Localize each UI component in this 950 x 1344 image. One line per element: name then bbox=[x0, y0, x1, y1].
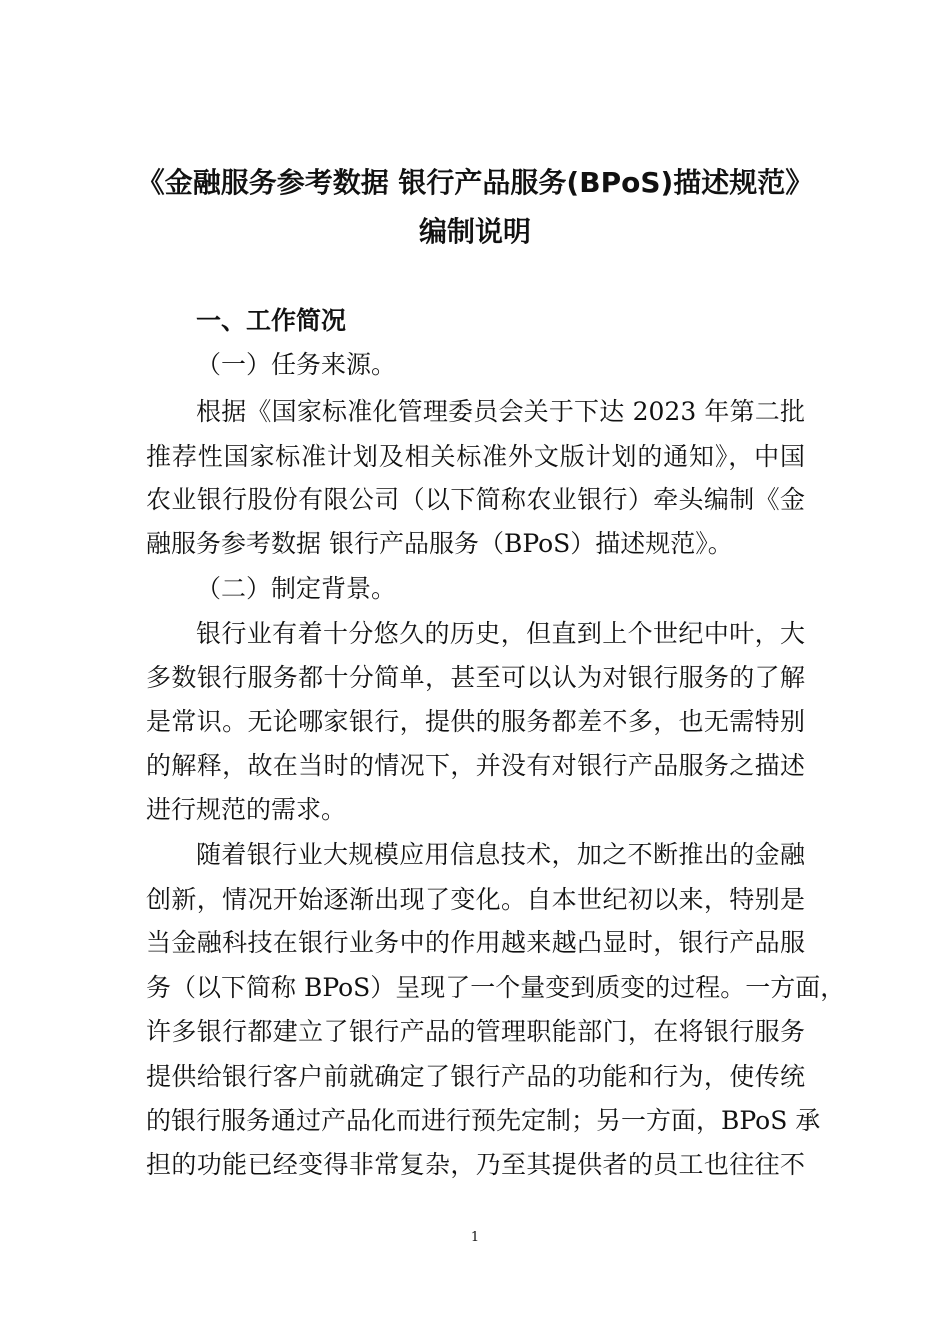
subsection-heading-background: （二）制定背景。 bbox=[196, 574, 397, 603]
section-heading: 一、工作简况 bbox=[196, 306, 347, 335]
subsection-heading-task-source: （一）任务来源。 bbox=[196, 350, 397, 379]
text-line: 农业银行股份有限公司（以下简称农业银行）牵头编制《金 bbox=[146, 485, 805, 514]
text-line: 进行规范的需求。 bbox=[146, 795, 347, 824]
text-line: 推荐性国家标准计划及相关标准外文版计划的通知》，中国 bbox=[146, 442, 805, 471]
text-line: 提供给银行客户前就确定了银行产品的功能和行为，使传统 bbox=[146, 1062, 805, 1091]
text-line: 根据《国家标准化管理委员会关于下达 2023 年第二批 bbox=[196, 397, 805, 426]
text-line: 银行业有着十分悠久的历史，但直到上个世纪中叶，大 bbox=[196, 619, 805, 648]
text-line: 务（以下简称 BPoS）呈现了一个量变到质变的过程。一方面， bbox=[146, 973, 846, 1002]
text-line: 当金融科技在银行业务中的作用越来越凸显时，银行产品服 bbox=[146, 928, 805, 957]
text-line: 担的功能已经变得非常复杂，乃至其提供者的员工也往往不 bbox=[146, 1150, 805, 1179]
text-line: 融服务参考数据 银行产品服务（BPoS）描述规范》。 bbox=[146, 529, 733, 558]
text-line: 随着银行业大规模应用信息技术，加之不断推出的金融 bbox=[196, 840, 805, 869]
document-title-line-2: 编制说明 bbox=[418, 215, 531, 248]
text-line: 创新，情况开始逐渐出现了变化。自本世纪初以来，特别是 bbox=[146, 885, 805, 914]
text-line: 多数银行服务都十分简单，甚至可以认为对银行服务的了解 bbox=[146, 663, 805, 692]
page-number: 1 bbox=[470, 1230, 480, 1245]
text-line: 的解释，故在当时的情况下，并没有对银行产品服务之描述 bbox=[146, 751, 805, 780]
document-title-line-1: 《金融服务参考数据 银行产品服务(BPoS)描述规范》 bbox=[136, 166, 814, 199]
text-line: 许多银行都建立了银行产品的管理职能部门，在将银行服务 bbox=[146, 1017, 805, 1046]
text-line: 是常识。无论哪家银行，提供的服务都差不多，也无需特别 bbox=[146, 707, 805, 736]
text-line: 的银行服务通过产品化而进行预先定制；另一方面，BPoS 承 bbox=[146, 1106, 821, 1135]
